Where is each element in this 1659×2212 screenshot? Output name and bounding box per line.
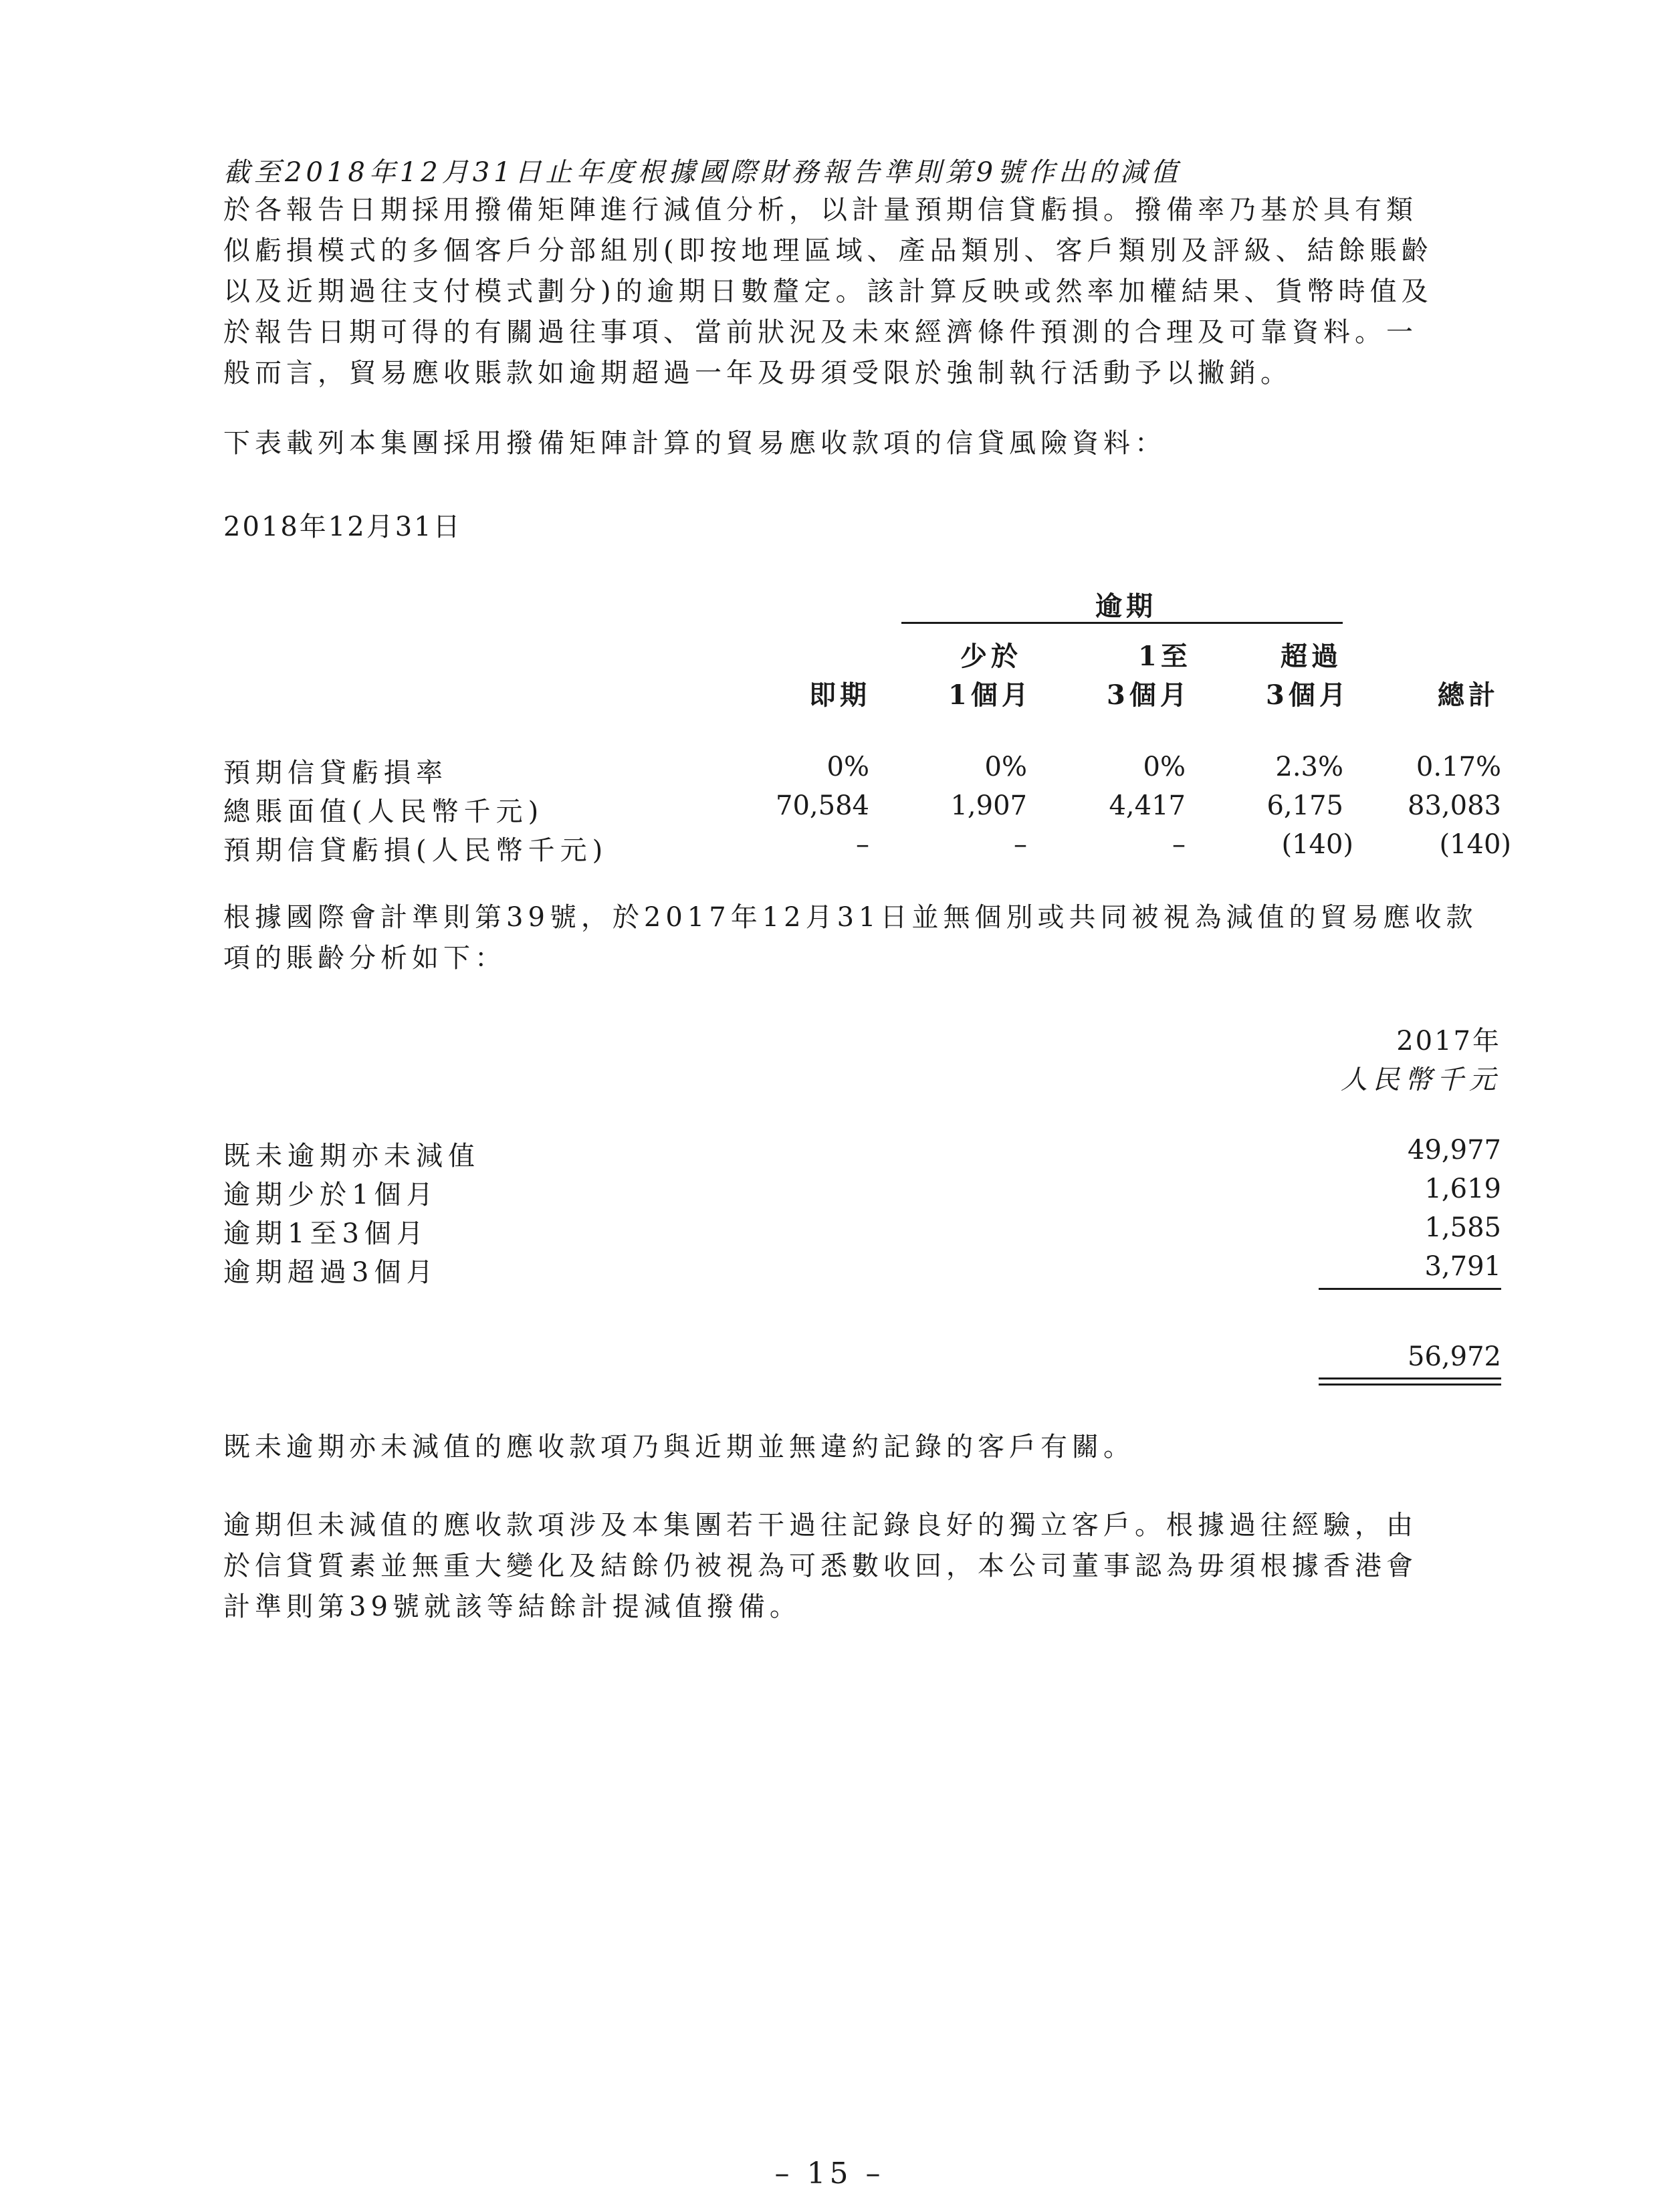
note-line: 於信貸質素並無重大變化及結餘仍被視為可悉數收回，本公司董事認為毋須根據香港會 [223, 1551, 1418, 1581]
cell-value: 83,083 [1408, 790, 1501, 821]
page-number: – 15 – [774, 2156, 885, 2191]
cell-value: – [1014, 829, 1027, 860]
intro-line: 般而言，貿易應收賬款如逾期超過一年及毋須受限於強制執行活動予以撇銷。 [223, 358, 1292, 389]
row-label-gross-amount: 總賬面值(人民幣千元) [223, 796, 544, 827]
subtotal-rule [1319, 1288, 1501, 1290]
note-line: 逾期但未減值的應收款項涉及本集團若干過往記錄良好的獨立客戶。根據過往經驗，由 [223, 1510, 1418, 1541]
aging-intro-line: 根據國際會計準則第39號，於2017年12月31日並無個別或共同被視為減值的貿易應收款 [223, 902, 1478, 933]
intro-paragraph [223, 190, 1501, 394]
cell-value: 0% [1143, 752, 1186, 782]
note-paragraph-2 [223, 1505, 1501, 1628]
note-paragraph-1: 既未逾期亦未減值的應收款項乃與近期並無違約記錄的客戶有關。 [223, 1432, 1135, 1462]
note-line: 計準則第39號就該等結餘計提減值撥備。 [223, 1591, 801, 1622]
col-header-total: 總計 [1438, 679, 1499, 711]
aging-total-value: 56,972 [1408, 1341, 1501, 1372]
cell-value: 70,584 [776, 790, 869, 821]
aging-intro [223, 897, 1501, 979]
cell-value: 0% [984, 752, 1027, 782]
table-intro: 下表載列本集團採用撥備矩陣計算的貿易應收款項的信貸風險資料： [223, 428, 1166, 459]
total-double-rule-top [1319, 1377, 1501, 1379]
cell-value: 4,417 [1109, 790, 1186, 821]
cell-value: 1,907 [950, 790, 1027, 821]
cell-value: 0.17% [1416, 752, 1501, 782]
col-header-lt1m-line2: 1個月 [948, 679, 1032, 711]
cell-value: 2.3% [1275, 752, 1343, 782]
col-header-gt3m-line2: 3個月 [1266, 679, 1350, 711]
intro-line: 似虧損模式的多個客戶分部組別(即按地理區域、產品類別、客戶類別及評級、結餘賬齡 [223, 235, 1433, 266]
aging-row-label: 逾期1至3個月 [223, 1218, 429, 1249]
aging-intro-line: 項的賬齡分析如下： [223, 943, 506, 974]
cell-value: – [1172, 829, 1186, 860]
aging-row-label: 既未逾期亦未減值 [223, 1141, 480, 1172]
row-label-ecl-rate: 預期信貸虧損率 [223, 758, 448, 788]
col-header-1to3m-line2: 3個月 [1107, 679, 1191, 711]
cell-value: 0% [826, 752, 869, 782]
cell-value: 6,175 [1266, 790, 1343, 821]
row-label-ecl: 預期信貸虧損(人民幣千元) [223, 835, 609, 866]
aging-row-value: 3,791 [1424, 1251, 1501, 1282]
intro-line: 以及近期過往支付模式劃分)的逾期日數釐定。該計算反映或然率加權結果、貨幣時值及 [223, 276, 1433, 307]
cell-value: (140) [1281, 829, 1353, 860]
intro-line: 於各報告日期採用撥備矩陣進行減值分析，以計量預期信貸虧損。撥備率乃基於具有類 [223, 195, 1418, 225]
overdue-group-rule [901, 622, 1343, 624]
aging-row-label: 逾期超過3個月 [223, 1257, 439, 1288]
section-heading: 截至2018年12月31日止年度根據國際財務報告準則第9號作出的減值 [223, 157, 1182, 188]
cell-value: (140) [1439, 829, 1511, 860]
col-header-gt3m-line1: 超過 [1281, 641, 1342, 672]
table1-date: 2018年12月31日 [223, 512, 462, 542]
col-header-lt1m-line1: 少於 [960, 641, 1022, 672]
aging-row-value: 1,619 [1424, 1174, 1501, 1204]
aging-row-label: 逾期少於1個月 [223, 1180, 439, 1210]
intro-line: 於報告日期可得的有關過往事項、當前狀況及未來經濟條件預測的合理及可靠資料。一 [223, 317, 1418, 348]
table2-year-header: 2017年 [1396, 1026, 1501, 1057]
aging-row-value: 49,977 [1408, 1135, 1501, 1166]
aging-row-value: 1,585 [1424, 1212, 1501, 1243]
overdue-group-header: 逾期 [1095, 590, 1157, 622]
table2-unit-header: 人民幣千元 [1341, 1065, 1501, 1095]
cell-value: – [856, 829, 869, 860]
col-header-1to3m-line1: 1至 [1138, 641, 1192, 672]
total-double-rule-bottom [1319, 1384, 1501, 1386]
col-header-current: 即期 [809, 679, 871, 711]
